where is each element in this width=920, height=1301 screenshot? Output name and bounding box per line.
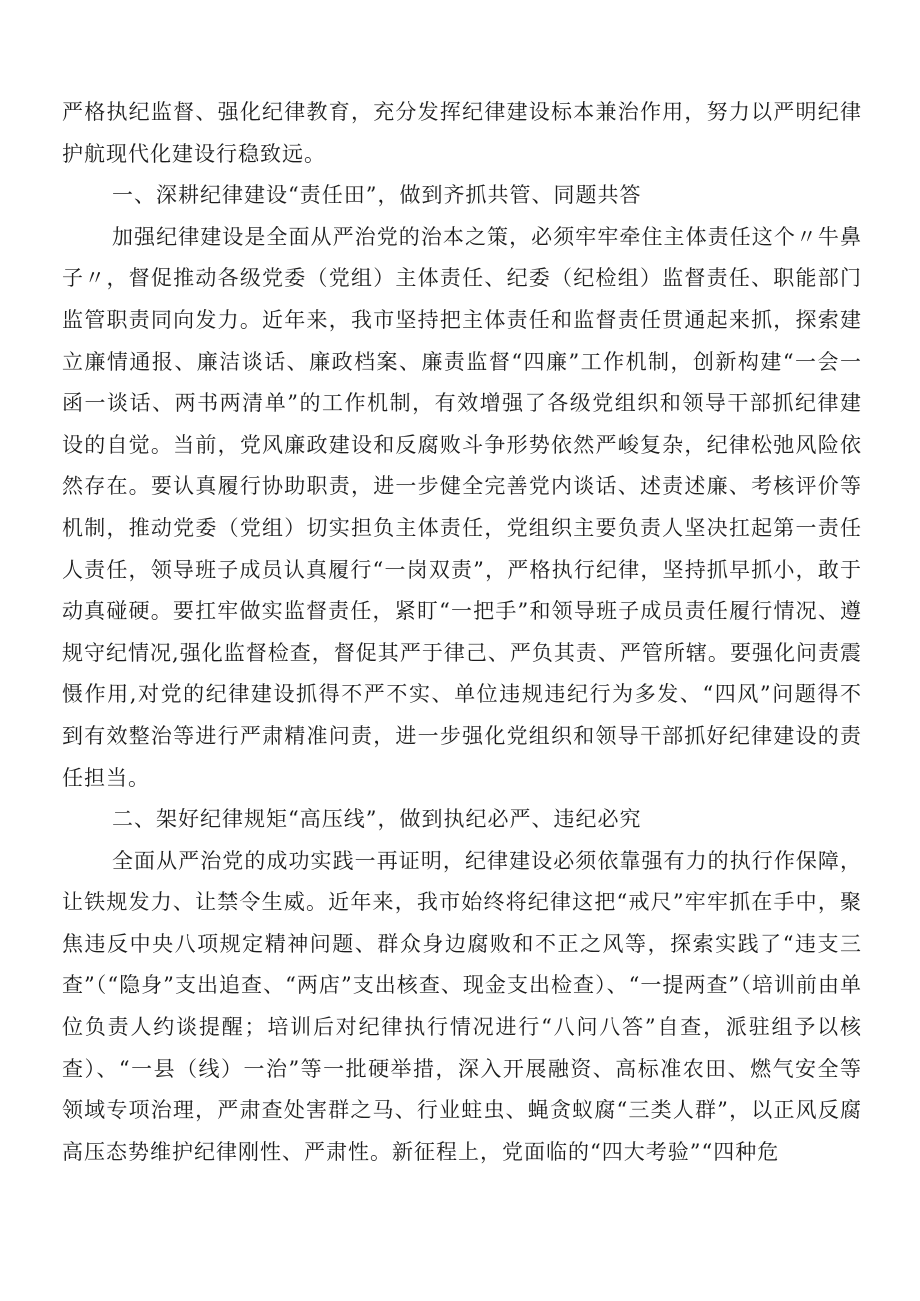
document-body — [62, 92, 862, 1173]
paragraph-section-2: 全面从严治党的成功实践一再证明，纪律建设必须依靠强有力的执行作保障，让铁规发力、让禁令生威。近年来，我市始终将纪律这把“戒尺”牢牢抓在手中，聚焦违反中央八项规定精神问题、群众身边腐败和不正之风等，探索实践了“违支三查”（“隐身”支出追查、“两店”支出核查、现金支出检查）、“一提两查”（培训前由单位负责人约谈提醒；培训后对纪律执行情况进行“八问八答”自查，派驻组予以核查）、“一县（线）一治”等一批硬举措，深入开展融资、高标准农田、燃气安全等领域专项治理，严肃查处害群之马、行业蛀虫、蝇贪蚁腐“三类人群”，以正风反腐高压态势维护纪律刚性、严肃性。新征程上，党面临的“四大考验”“四种危 — [62, 848, 862, 1164]
section-heading-2: 二、架好纪律规矩“高压线”，做到执纪必严、违纪必究 — [112, 807, 642, 832]
paragraph-continuation: 严格执纪监督、强化纪律教育，充分发挥纪律建设标本兼治作用，努力以严明纪律护航现代化建设行稳致远。 — [62, 100, 862, 166]
paragraph-section-1: 加强纪律建设是全面从严治党的治本之策，必须牢牢牵住主体责任这个〃牛鼻子〃，督促推动各级党委（党组）主体责任、纪委（纪检组）监督责任、职能部门监管职责同向发力。近年来，我市坚持把主体责任和监督责任贯通起来抓，探索建立廉情通报、廉洁谈话、廉政档案、廉责监督“四廉”工作机制，创新构建“一会一函一谈话、两书两清单”的工作机制，有效增强了各级党组织和领导干部抓纪律建设的自觉。当前，党风廉政建设和反腐败斗争形势依然严峻复杂，纪律松弛风险依然存在。要认真履行协助职责，进一步健全完善党内谈话、述责述廉、考核评价等机制，推动党委（党组）切实担负主体责任，党组织主要负责人坚决扛起第一责任人责任，领导班子成员认真履行“一岗双责”，严格执行纪律，坚持抓早抓小，敢于动真碰硬。要扛牢做实监督责任，紧盯“一把手”和领导班子成员责任履行情况、遵规守纪情况,强化监督检查，督促其严于律己、严负其责、严管所辖。要强化问责震慑作用,对党的纪律建设抓得不严不实、单位违规违纪行为多发、“四风”问题得不到有效整治等进行严肃精准问责，进一步强化党组织和领导干部抓好纪律建设的责任担当。 — [62, 224, 862, 790]
section-heading-1: 一、深耕纪律建设“责任田”，做到齐抓共管、同题共答 — [112, 183, 642, 208]
